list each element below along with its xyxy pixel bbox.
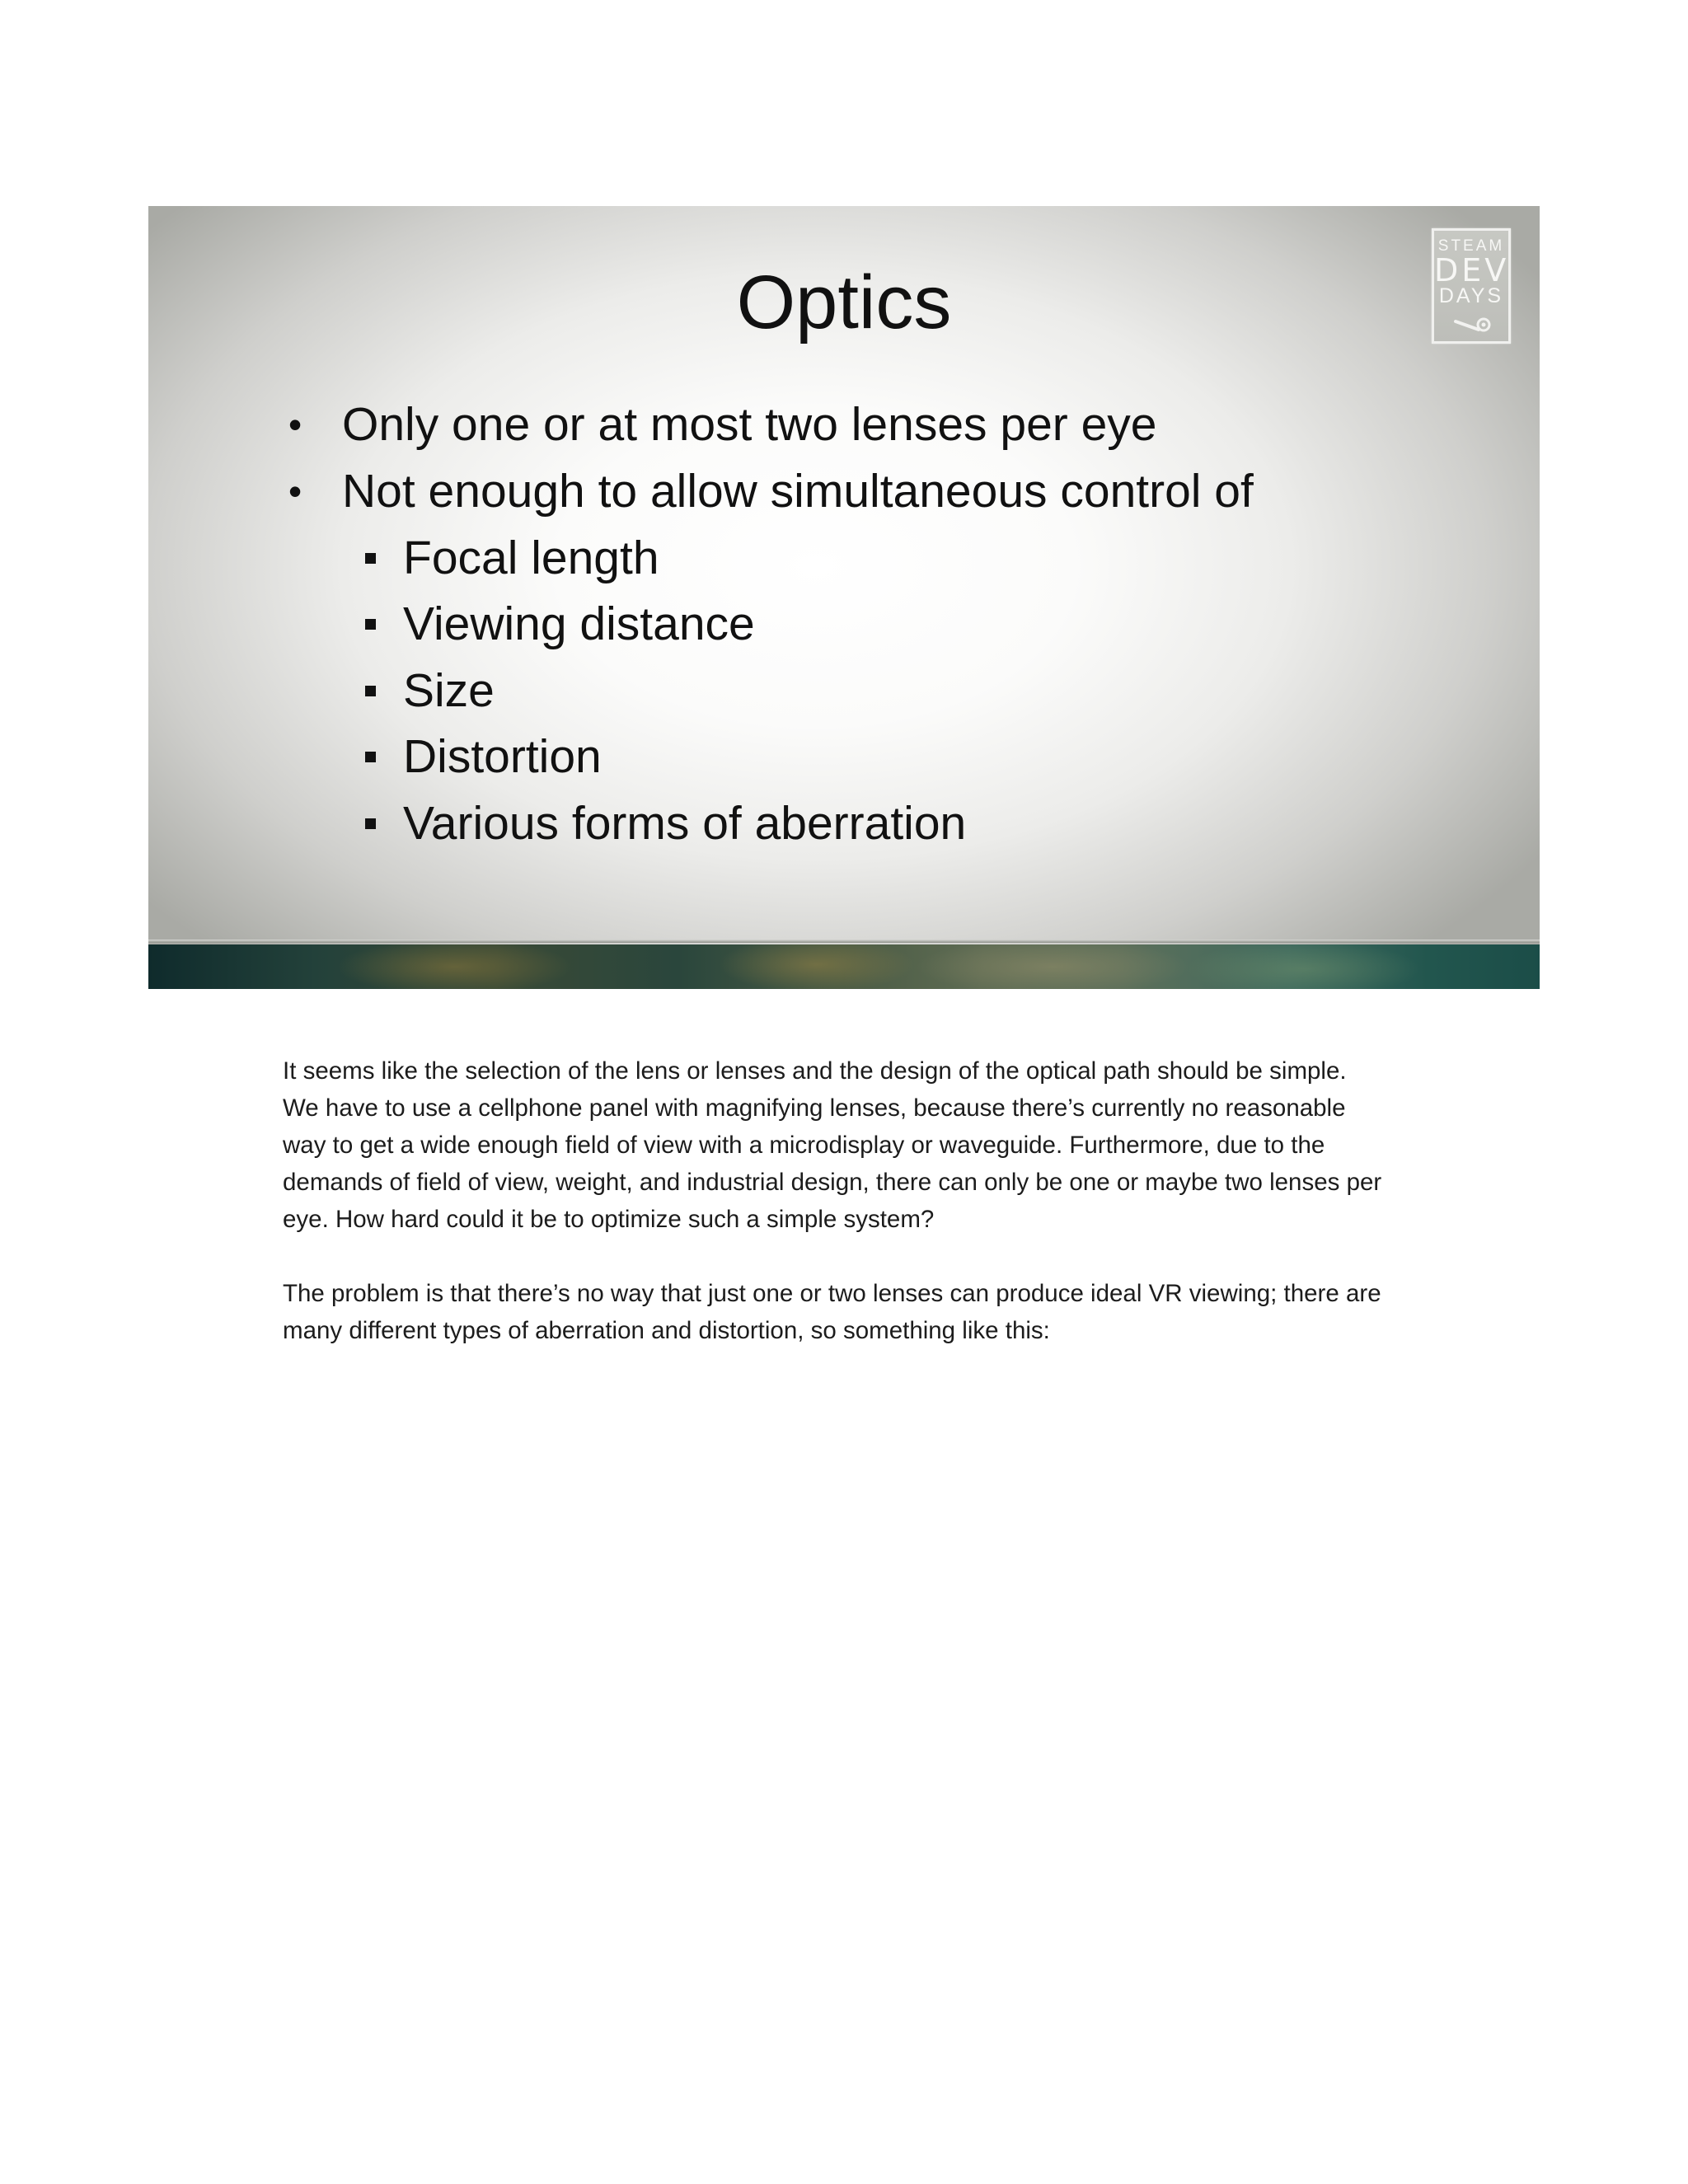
text-line: The problem is that there’s no way that just one or two lenses can produce ideal VR viewing; there are [283,1280,1381,1307]
square-bullet-icon [365,553,376,564]
sub-bullet-text: Various forms of aberration [403,797,967,850]
slide-image [148,206,1540,989]
slide-title: Optics [736,260,952,344]
bullet-text: Only one or at most two lenses per eye [342,398,1157,451]
sub-bullet-text: Viewing distance [403,598,755,650]
square-bullet-icon [365,619,376,630]
bullet-text: Not enough to allow simultaneous control of [342,465,1254,518]
sub-bullet-text: Distortion [403,730,602,783]
sub-bullet-text: Focal length [403,532,659,584]
bullet-list [148,206,1540,989]
text-line: We have to use a cellphone panel with magnifying lenses, because there’s currently no reasonable [283,1094,1346,1122]
text-line: way to get a wide enough field of view with a microdisplay or waveguide. Furthermore, due to the [283,1132,1325,1159]
sub-bullet-text: Size [403,664,495,717]
square-bullet-icon [365,818,376,829]
bullet-marker: • [288,470,302,513]
bullet-marker: • [288,403,302,446]
text-line: eye. How hard could it be to optimize such a simple system? [283,1206,935,1233]
logo-line-dev: DEV [1434,252,1510,288]
logo-line-days: DAYS [1438,284,1504,307]
slide-footer-strip [148,944,1540,989]
square-bullet-icon [365,686,376,696]
text-line: many different types of aberration and distortion, so something like this: [283,1317,1050,1344]
text-line: demands of field of view, weight, and industrial design, there can only be one or maybe two lenses per [283,1169,1382,1196]
text-line: It seems like the selection of the lens or lenses and the design of the optical path should be simple. [283,1057,1347,1085]
paragraph-2 [283,1275,1453,1349]
paragraph-1 [283,1052,1453,1238]
slide-divider [148,940,1540,943]
square-bullet-icon [365,752,376,762]
logo-line-steam: STEAM [1437,237,1505,255]
